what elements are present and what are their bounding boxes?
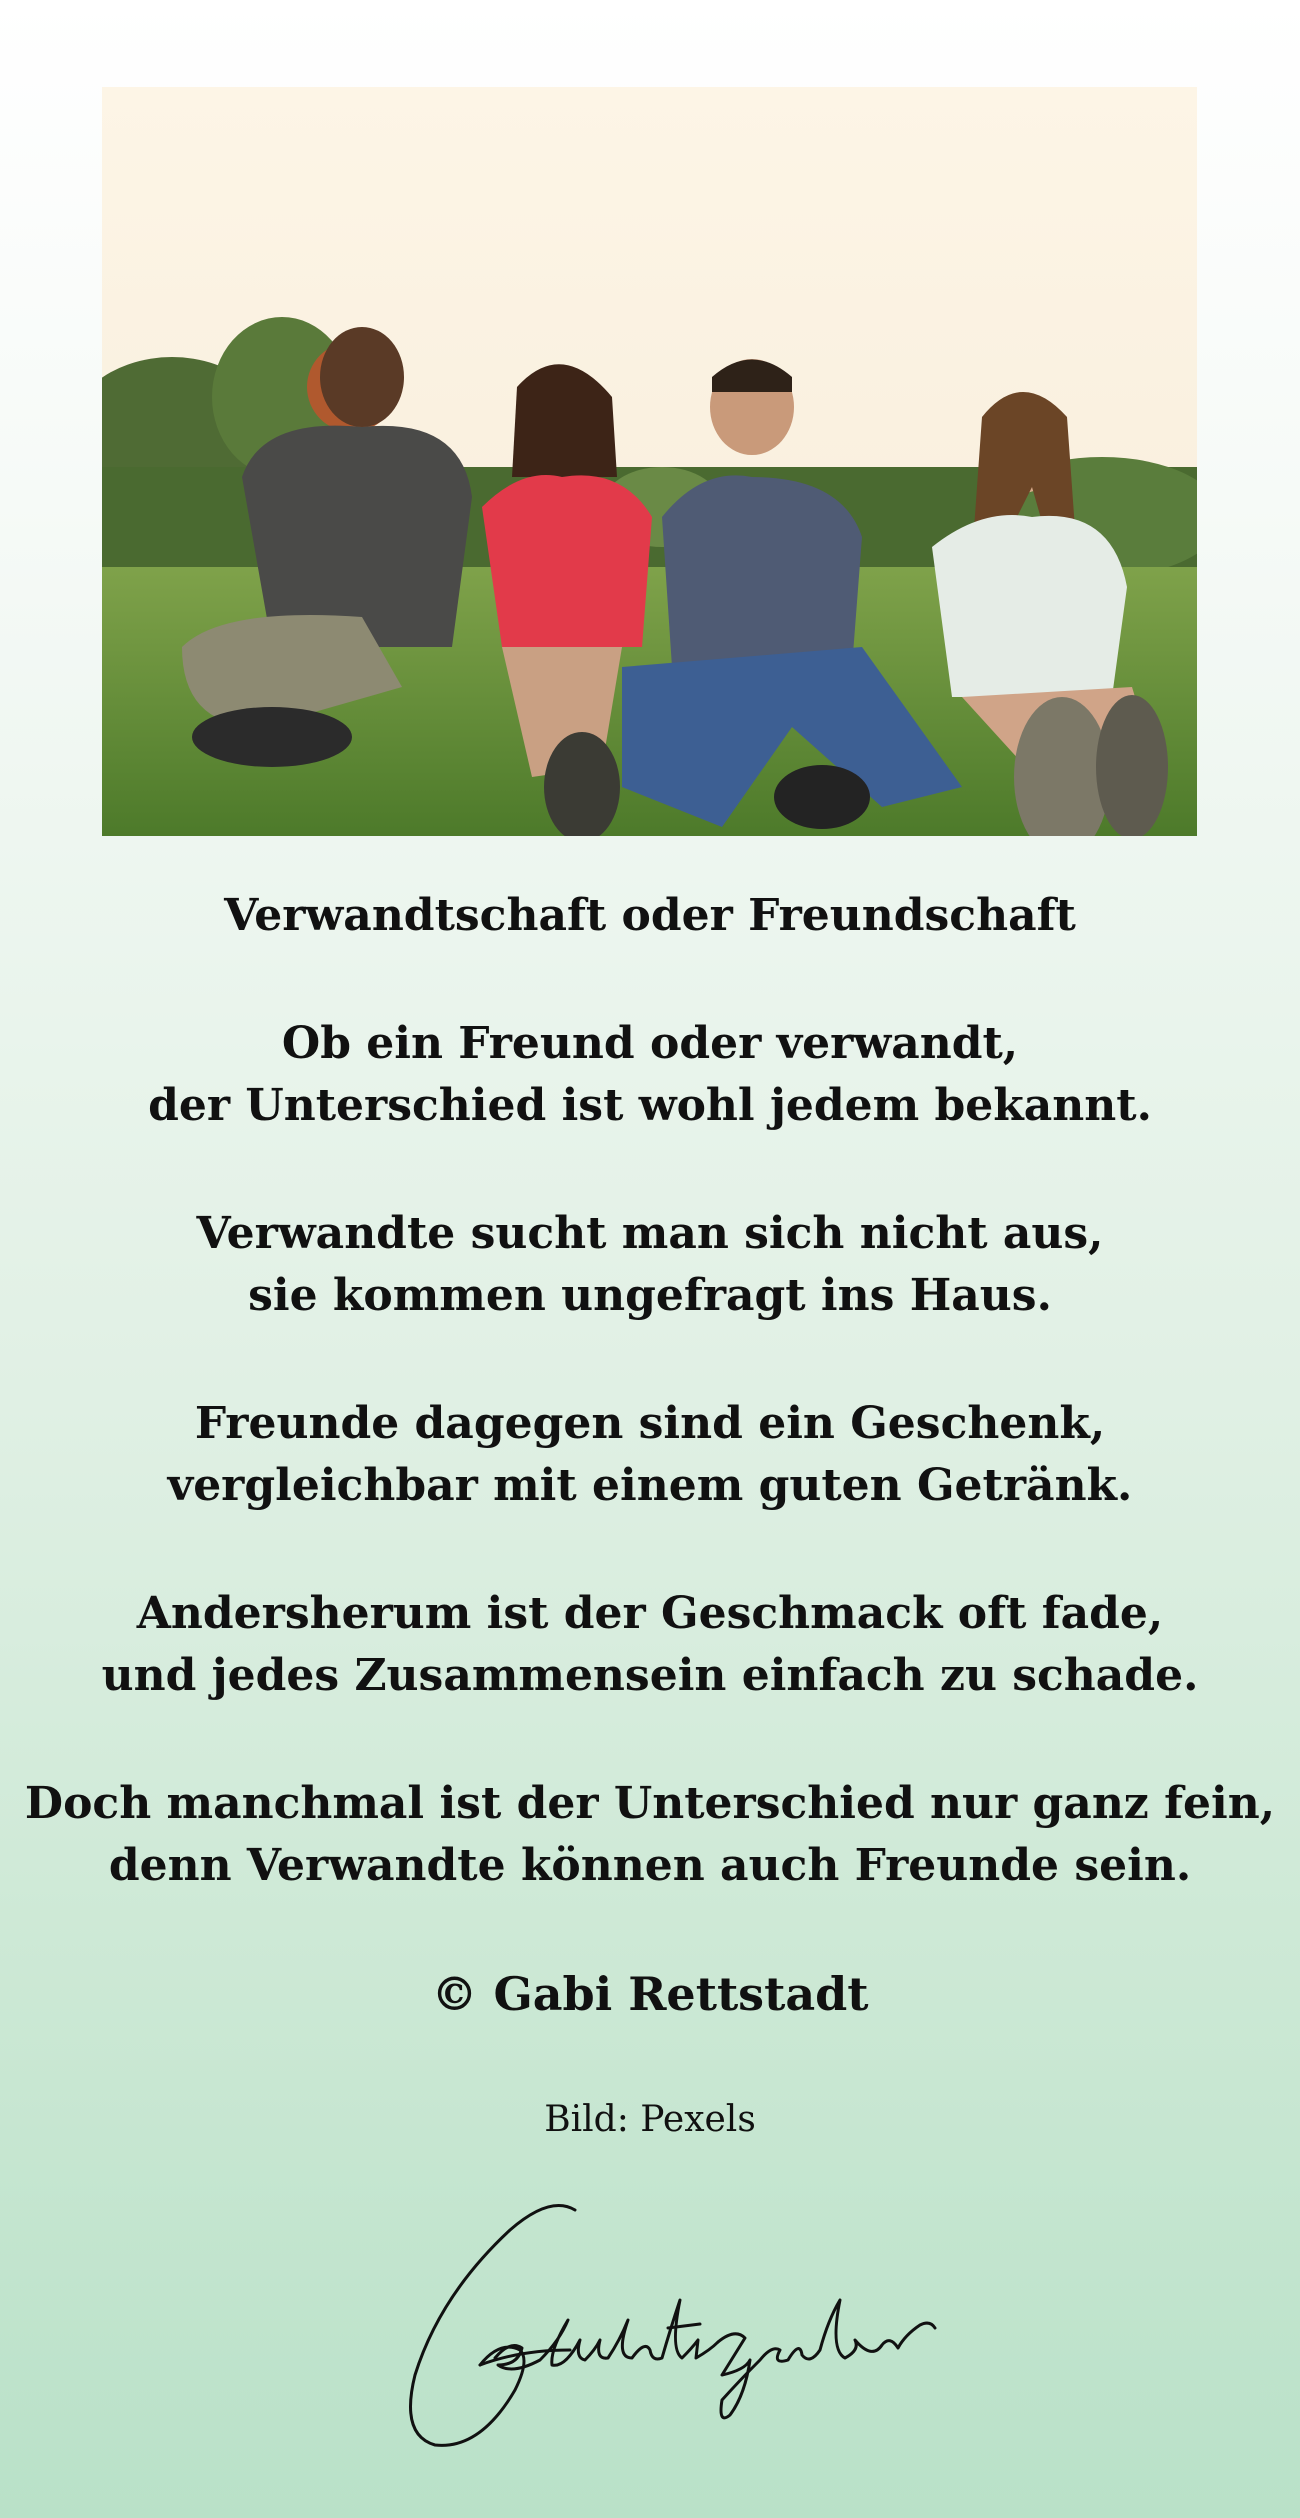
poem-line: Verwandte sucht man sich nicht aus, bbox=[196, 1208, 1104, 1259]
poem-line: Andersherum ist der Geschmack oft fade, bbox=[136, 1588, 1164, 1639]
poem-line: und jedes Zusammensein einfach zu schade. bbox=[101, 1650, 1199, 1701]
photo-four-friends-on-grass bbox=[102, 87, 1197, 836]
stanza-2 bbox=[0, 1203, 1300, 1327]
poem-line: Freunde dagegen sind ein Geschenk, bbox=[194, 1398, 1106, 1449]
poem-line: der Unterschied ist wohl jedem bekannt. bbox=[148, 1080, 1152, 1131]
stanza-5 bbox=[0, 1773, 1300, 1897]
poem-line: vergleichbar mit einem guten Getränk. bbox=[167, 1460, 1133, 1511]
poem-line: denn Verwandte können auch Freunde sein. bbox=[108, 1840, 1192, 1891]
stanza-3 bbox=[0, 1393, 1300, 1517]
poem bbox=[0, 885, 1300, 2145]
poem-line: Ob ein Freund oder verwandt, bbox=[281, 1018, 1019, 1069]
poem-title: Verwandtschaft oder Freundschaft bbox=[224, 890, 1076, 941]
poem-line: sie kommen ungefragt ins Haus. bbox=[248, 1270, 1052, 1321]
gedichtezauber-signature-logo bbox=[400, 2200, 940, 2460]
stanza-4 bbox=[0, 1583, 1300, 1707]
poem-author: © Gabi Rettstadt bbox=[431, 1967, 869, 2021]
image-credit: Bild: Pexels bbox=[544, 2099, 756, 2140]
poem-line: Doch manchmal ist der Unterschied nur ganz fein, bbox=[24, 1778, 1276, 1829]
header-photo bbox=[102, 87, 1197, 836]
stanza-1 bbox=[0, 1013, 1300, 1137]
